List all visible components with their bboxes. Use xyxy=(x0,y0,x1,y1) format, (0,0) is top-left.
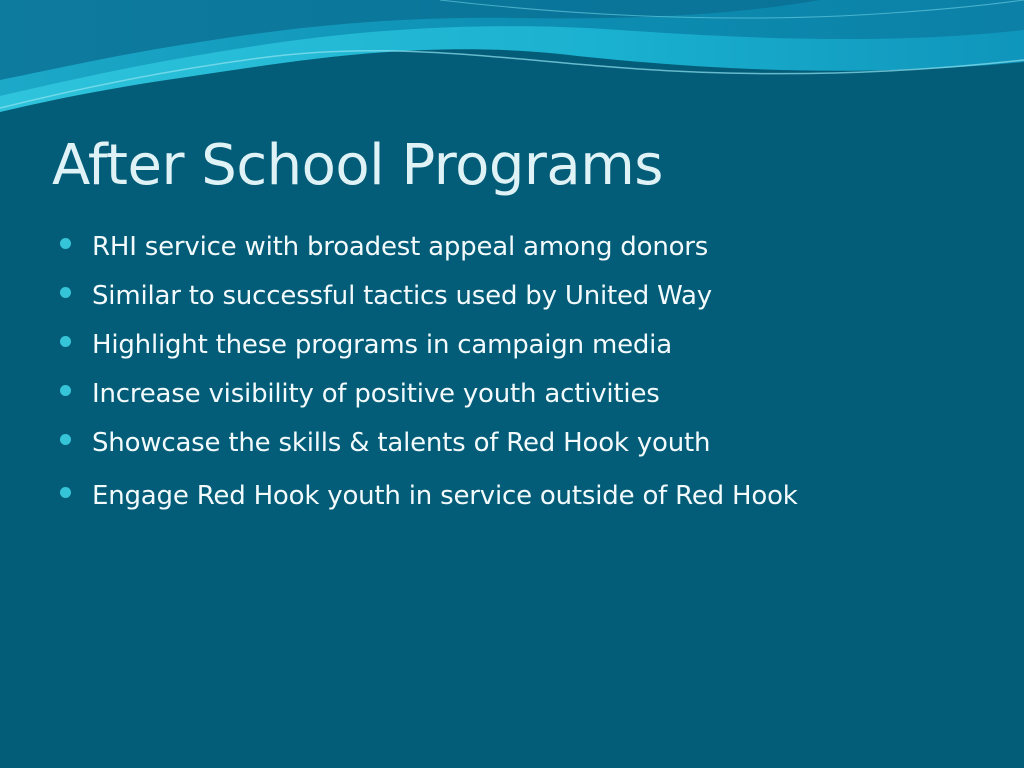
bullet-text: Engage Red Hook youth in service outside of Red Hook xyxy=(92,480,798,511)
slide-title: After School Programs xyxy=(52,133,663,198)
list-item xyxy=(60,320,798,369)
header-wave-decoration xyxy=(0,0,1024,130)
bullet-text: Showcase the skills & talents of Red Hook youth xyxy=(92,427,711,458)
bullet-text: Highlight these programs in campaign media xyxy=(92,329,672,360)
list-item xyxy=(60,271,798,320)
list-item xyxy=(60,471,798,520)
bullet-text: RHI service with broadest appeal among donors xyxy=(92,231,709,262)
bullet-dot-icon xyxy=(60,385,71,396)
bullet-dot-icon xyxy=(60,434,71,445)
list-item xyxy=(60,418,798,467)
list-item xyxy=(60,222,798,271)
bullet-text: Increase visibility of positive youth activities xyxy=(92,378,660,409)
bullet-dot-icon xyxy=(60,238,71,249)
list-item xyxy=(60,369,798,418)
bullet-list xyxy=(60,222,798,520)
bullet-dot-icon xyxy=(60,487,71,498)
bullet-text: Similar to successful tactics used by United Way xyxy=(92,280,712,311)
bullet-dot-icon xyxy=(60,287,71,298)
bullet-dot-icon xyxy=(60,336,71,347)
